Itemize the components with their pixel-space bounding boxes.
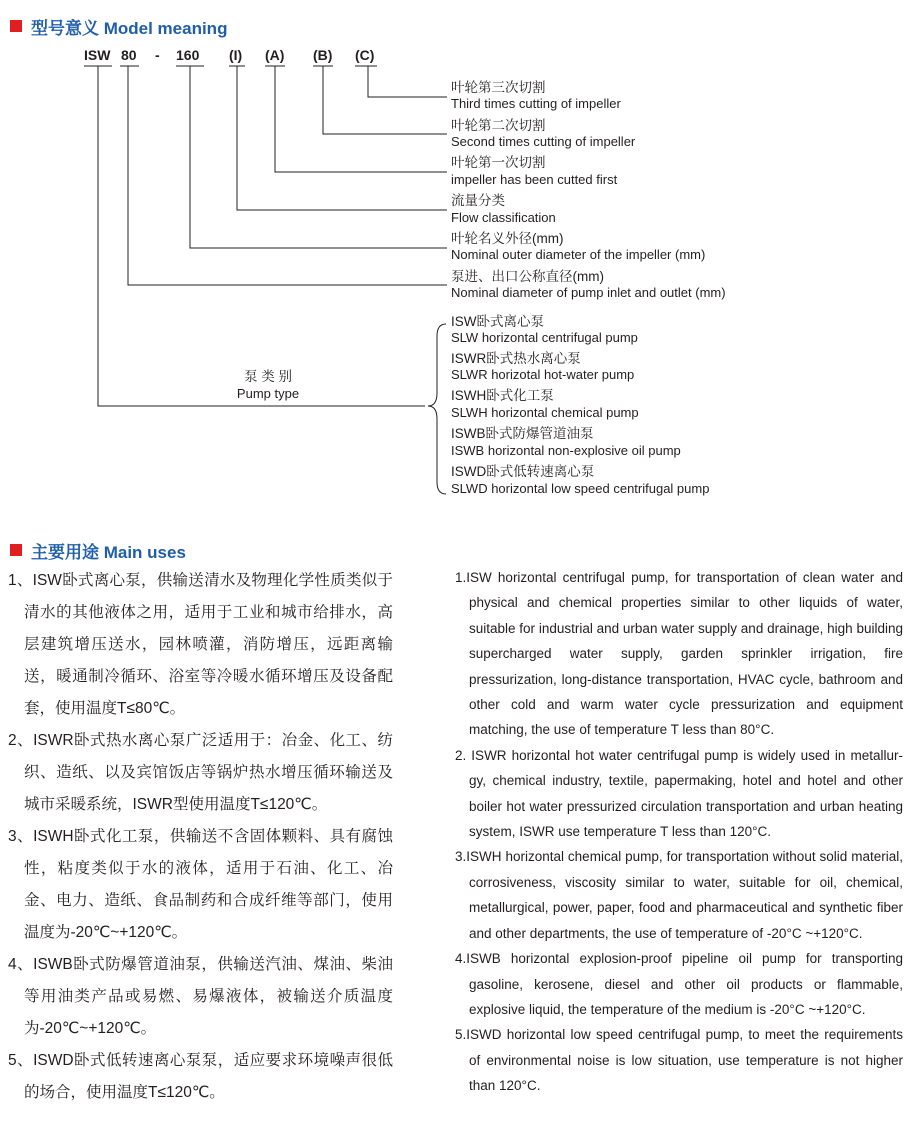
code-third-cut: (C)	[355, 47, 375, 63]
main-uses-title: 主要用途 Main uses	[31, 542, 186, 562]
code-impeller-diameter: 160	[176, 47, 200, 63]
use-item-zh-4: 4、ISWB卧式防爆管道油泵，供输送汽油、煤油、柴油等用油类产品或易燃、易爆液体，被输送介质温度为-20℃~+120℃。	[8, 956, 393, 1037]
legend-flow-class-en: Flow classification	[451, 210, 556, 225]
pump-type-iswd-en: SLWD horizontal low speed centrifugal pump	[451, 481, 710, 496]
use-item-en-5: 5.ISWD horizontal low speed centrifugal pump, to meet the requirements of environmental noise is low situation, use temperature is not higher than 120°C.	[455, 1027, 903, 1094]
use-item-en-3: 3.ISWH horizontal chemical pump, for transportation without solid material, corrosiveness, viscosity similar to water, suitable for oil, chemical, metallurgical, power, paper, food and pharmaceutical and synthetic fiber and other departments, the use of temperature of -20°C ~+120°C.	[455, 849, 903, 941]
model-code-diagram	[0, 0, 920, 520]
pump-type-iswd-zh: ISWD卧式低转速离心泵	[451, 464, 595, 479]
legend-inlet-diameter-zh: 泵进、出口公称直径(mm)	[451, 269, 604, 284]
legend-impeller-diameter-zh: 叶轮名义外径(mm)	[451, 231, 564, 246]
legend-third-cut-en: Third times cutting of impeller	[451, 96, 621, 111]
use-item-zh-2: 2、ISWR卧式热水离心泵广泛适用于：冶金、化工、纺织、造纸、以及宾馆饭店等锅炉热水增压循环输送及城市采暖系统，ISWR型使用温度T≤120℃。	[8, 732, 393, 813]
use-item-zh-1: 1、ISW卧式离心泵，供输送清水及物理化学性质类似于清水的其他液体之用，适用于工业和城市给排水，高层建筑增压送水，园林喷灌，消防增压，远距离输送，暖通制冷循环、浴室等冷暖水循环增压及设备配套，使用温度T≤80℃。	[8, 572, 393, 717]
red-square-bullet-icon	[10, 544, 22, 556]
code-series: ISW	[84, 47, 111, 63]
main-uses-heading	[10, 538, 186, 562]
code-inlet-diameter: 80	[121, 47, 137, 63]
code-dash: -	[155, 47, 160, 63]
pump-type-label-zh: 泵 类 别	[243, 369, 293, 384]
pump-type-label-en: Pump type	[236, 386, 300, 401]
model-meaning-title: 型号意义 Model meaning	[31, 18, 228, 38]
use-item-zh-3: 3、ISWH卧式化工泵，供输送不含固体颗料、具有腐蚀性，粘度类似于水的液体，适用于石油、化工、冶金、电力、造纸、食品制药和合成纤维等部门，使用温度为-20℃~+120℃。	[8, 828, 393, 941]
code-second-cut: (B)	[313, 47, 333, 63]
legend-inlet-diameter-en: Nominal diameter of pump inlet and outlet (mm)	[451, 285, 726, 300]
use-item-en-4: 4.ISWB horizontal explosion-proof pipeline oil pump for transporting gasoline, kerosene, diesel and other oil products or flammable, explosive liquid, the temperature of the medium is -20°C ~+120°C.	[455, 951, 903, 1017]
use-item-zh-5: 5、ISWD卧式低转速离心泵泵，适应要求环境噪声很低的场合，使用温度T≤120℃。	[8, 1052, 393, 1101]
legend-impeller-diameter-en: Nominal outer diameter of the impeller (mm)	[451, 247, 706, 262]
legend-second-cut-en: Second times cutting of impeller	[451, 134, 636, 149]
uses-list-en	[455, 565, 903, 1099]
pump-type-isw-zh: ISW卧式离心泵	[451, 314, 544, 329]
pump-type-iswr-zh: ISWR卧式热水离心泵	[451, 351, 581, 366]
pump-type-brace	[428, 324, 446, 494]
legend-first-cut-zh: 叶轮第一次切割	[451, 155, 546, 170]
pump-type-iswr-en: SLWR horizotal hot-water pump	[451, 367, 635, 382]
uses-list-zh	[8, 565, 393, 1109]
use-item-en-2: 2. ISWR horizontal hot water centrifugal pump is widely used in metallur-gy, chemical industry, textile, papermaking, hotel and hotel and other boiler hot water pressurized circulation transportation and urban heating system, ISWR use temperature T less than 120°C.	[455, 747, 903, 840]
legend-third-cut-zh: 叶轮第三次切割	[451, 80, 546, 95]
pump-type-iswb-zh: ISWB卧式防爆管道油泵	[451, 426, 594, 441]
pump-type-isw-en: SLW horizontal centrifugal pump	[451, 330, 638, 345]
pump-type-iswh-zh: ISWH卧式化工泵	[451, 388, 554, 403]
use-item-en-1: 1.ISW horizontal centrifugal pump, for transportation of clean water and physical and chemical properties similar to other liquids of water, suitable for industrial and urban water supply and drainage, high building supercharged water supply, garden sprinkler irrigation, fire pressurization, long-distance transportation, HVAC cycle, bathroom and other cold and warm water cycle pressurization and equipment matching, the use of temperature T less than 80°C.	[455, 570, 903, 738]
legend-first-cut-en: impeller has been cutted first	[451, 172, 618, 187]
leader-lines	[98, 66, 447, 406]
code-flow-class: (I)	[229, 47, 243, 63]
code-first-cut: (A)	[265, 47, 285, 63]
legend-second-cut-zh: 叶轮第二次切割	[451, 118, 546, 133]
pump-type-iswb-en: ISWB horizontal non-explosive oil pump	[451, 443, 681, 458]
pump-type-iswh-en: SLWH horizontal chemical pump	[451, 405, 639, 420]
legend-flow-class-zh: 流量分类	[451, 193, 505, 208]
